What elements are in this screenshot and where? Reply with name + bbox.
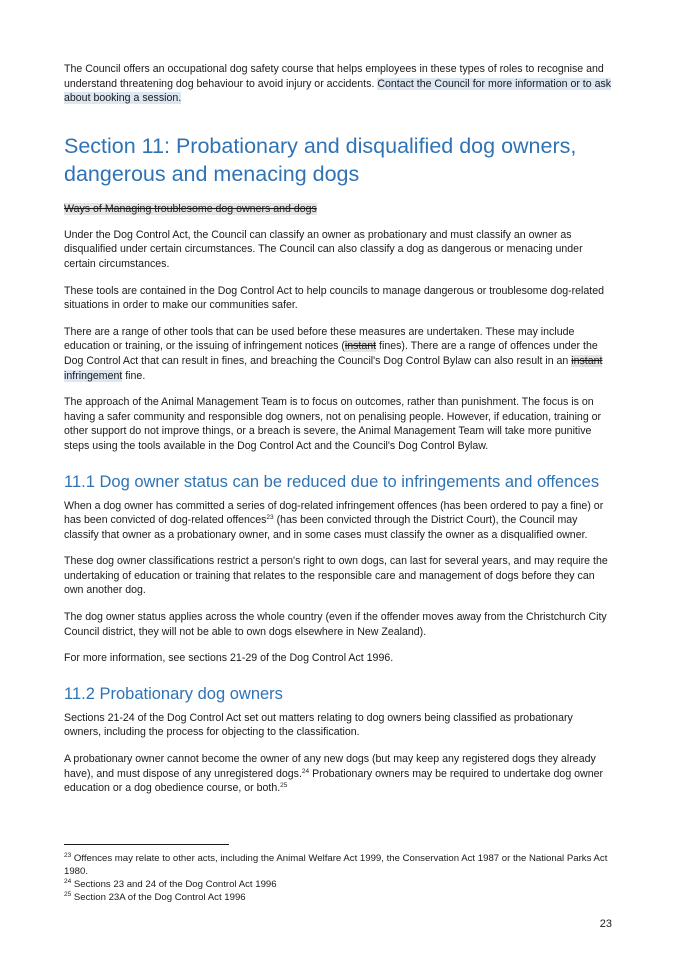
deleted-word: instant	[344, 340, 377, 353]
page-body	[64, 62, 612, 808]
footnote-text: Sections 23 and 24 of the Dog Control Act 1996	[71, 879, 277, 890]
footnote-ref-24[interactable]: 24	[301, 767, 310, 775]
p1-text-a: When a dog owner has committed a series of dog-related infringement offences (has been ordered to pay a fine) or has been convicted of dog-related offences	[64, 499, 604, 527]
footnote-number: 23	[64, 852, 72, 859]
footnote-25	[64, 891, 624, 904]
footnote-text: Offences may relate to other acts, including the Animal Welfare Act 1999, the Conservation Act 1987 or the National Parks Act 1980.	[64, 853, 608, 877]
footnote-divider	[64, 844, 229, 845]
section-11-1-paragraph-2: These dog owner classifications restrict a person's right to own dogs, can last for several years, and may require the undertaking of education or training that relates to the responsible care and management of dogs before they can own another dog.	[64, 555, 608, 597]
section-11-2-paragraph-2	[64, 752, 612, 796]
deleted-word: instant	[571, 354, 603, 367]
footnote-ref-23[interactable]: 23	[266, 514, 274, 522]
inserted-word: infringement	[64, 369, 123, 382]
section-11-2-heading: 11.2 Probationary dog owners	[64, 684, 283, 703]
footnote-ref-25[interactable]: 25	[280, 782, 288, 790]
section-11-2-paragraph-1: Sections 21-24 of the Dog Control Act set out matters relating to dog owners being classified as probationary owners, including the process for objecting to the classification.	[64, 711, 573, 739]
section-11-1-paragraph-4: For more information, see sections 21-29 of the Dog Control Act 1996.	[64, 652, 394, 665]
section-11-paragraph-2: These tools are contained in the Dog Control Act to help councils to manage dangerous or troublesome dog-related situations in order to make our communities safer.	[64, 284, 605, 312]
p3-text-a: There are a range of other tools that can be used before these measures are undertaken. These may include education or training, or the issuing of infringement notices (	[64, 325, 575, 353]
p2-text-a: A probationary owner cannot become the owner of any new dogs (but may keep any registered dogs they already have), and must dispose of any unregistered dogs.	[64, 753, 596, 780]
section-11-1-paragraph-3: The dog owner status applies across the whole country (even if the offender moves away from the Christchurch City Council district, they will not be able to own dogs elsewhere in New Zealand).	[64, 611, 607, 638]
section-11-1-heading: 11.1 Dog owner status can be reduced due to infringements and offences	[64, 472, 600, 491]
section-11-heading: Section 11: Probationary and disqualified dog owners, dangerous and menacing dogs	[64, 133, 577, 186]
footnote-text: Section 23A of the Dog Control Act 1996	[71, 892, 246, 903]
p3-text-c: fine.	[122, 369, 146, 382]
section-11-paragraph-1: Under the Dog Control Act, the Council can classify an owner as probationary and must classify an owner as disqualified under certain circumstances. The Council can also classify a dog as dangerous or menacing under certain circumstances.	[64, 228, 583, 270]
intro-paragraph	[64, 62, 612, 106]
deleted-subtitle	[64, 202, 612, 216]
p1-text-b: (has been convicted through the District Court), the Council may classify that owner as a probationary owner, and in some cases must classify the owner as a disqualified owner.	[64, 514, 588, 541]
footnote-24	[64, 878, 624, 891]
p3-text-b: fines). There are a range of offences under the Dog Control Act that can result in fines, and breaching the Council's Dog Control Bylaw can also result in an	[64, 340, 598, 367]
section-11-paragraph-3	[64, 325, 612, 383]
section-11-paragraph-4: The approach of the Animal Management Team is to focus on outcomes, rather than punishment. The focus is on having a safer community and responsible dog owners, not on penalising people. However, if education, training or other support do not improve things, or a breach is severe, the Animal Management Team will take more punitive steps using the tools available in the Dog Control Act and the Council's Dog Control Bylaw.	[64, 396, 602, 452]
page-number: 23	[599, 918, 612, 930]
footnotes	[64, 844, 624, 904]
p2-text-b: Probationary owners may be required to undertake dog owner education or a dog obedience course, or both.	[64, 767, 604, 795]
footnote-number: 24	[64, 878, 72, 885]
contact-council-link[interactable]: Contact the Council for more information or to ask about booking a session.	[64, 77, 612, 105]
deleted-subtitle-text: Ways of Managing troublesome dog owners and dogs	[64, 202, 317, 215]
section-11-1-paragraph-1	[64, 499, 612, 543]
footnote-number: 25	[64, 891, 72, 898]
footnote-23	[64, 852, 624, 878]
intro-text: The Council offers an occupational dog safety course that helps employees in these types of roles to recognise and understand threatening dog behaviour to avoid injury or accidents.	[64, 63, 604, 90]
